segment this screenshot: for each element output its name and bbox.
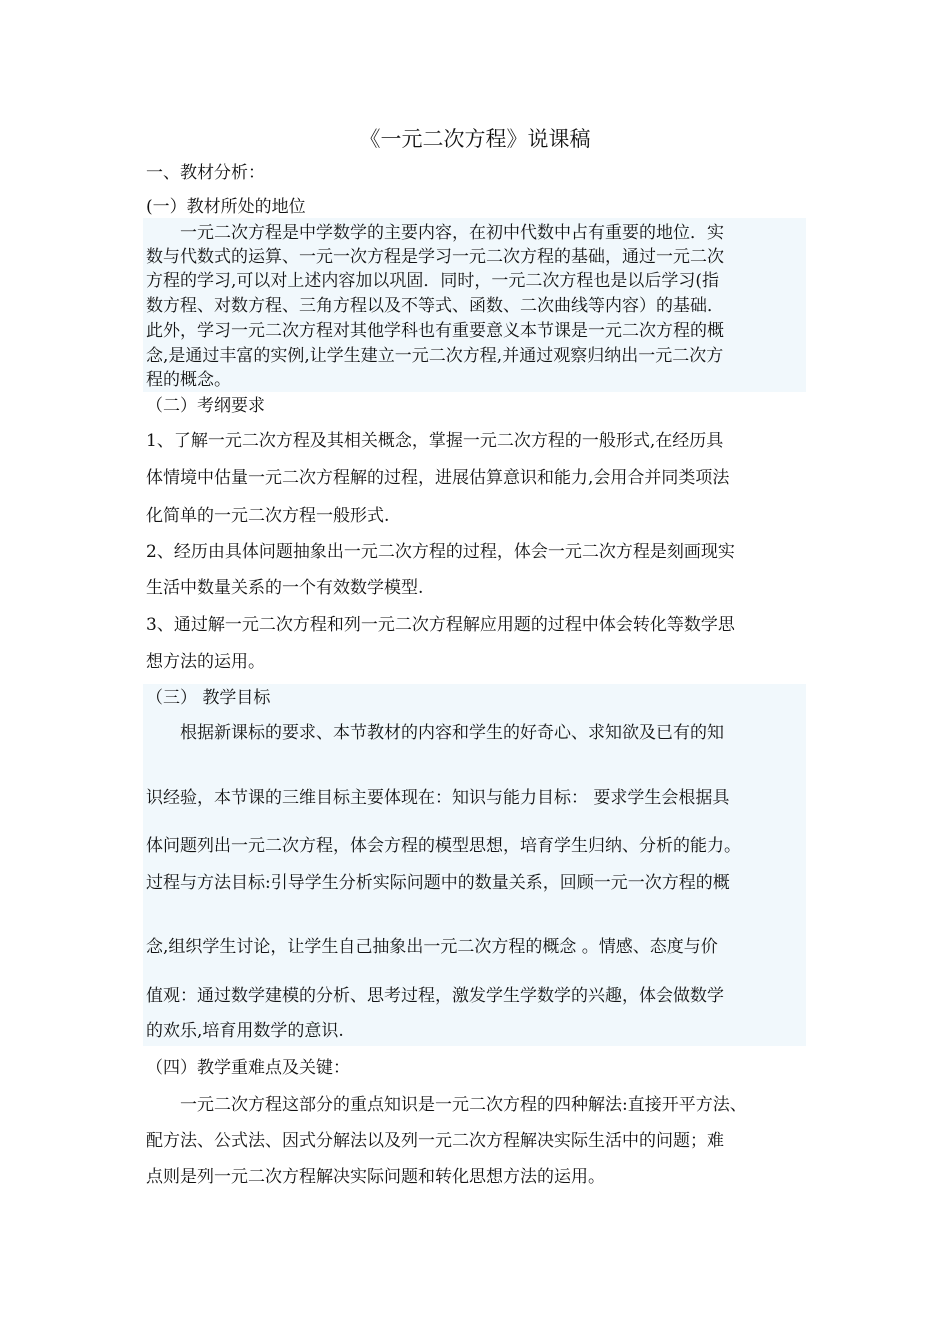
paragraph-line: 一元二次方程是中学数学的主要内容，在初中代数中占有重要的地位．实 bbox=[180, 223, 724, 243]
paragraph-line: 念,是通过丰富的实例,让学生建立一元二次方程,并通过观察归纳出一元二次方 bbox=[146, 346, 724, 366]
paragraph-line: 点则是列一元二次方程解决实际问题和转化思想方法的运用。 bbox=[146, 1167, 605, 1187]
paragraph-line: 过程与方法目标:引导学生分析实际问题中的数量关系，回顾一元一次方程的概 bbox=[146, 873, 730, 893]
subsection-heading: （二）考纲要求 bbox=[146, 396, 265, 416]
paragraph-line: 体情境中估量一元二次方程解的过程，进展估算意识和能力,会用合并同类项法 bbox=[146, 468, 730, 488]
paragraph-line: 配方法、公式法、因式分解法以及列一元二次方程解决实际生活中的问题；难 bbox=[146, 1131, 724, 1151]
paragraph-line: 根据新课标的要求、本节教材的内容和学生的好奇心、求知欲及已有的知 bbox=[180, 723, 724, 743]
subsection-heading: (一）教材所处的地位 bbox=[146, 197, 306, 217]
subsection-heading: （三） 教学目标 bbox=[146, 688, 271, 708]
paragraph-line: 体问题列出一元二次方程，体会方程的模型思想，培育学生归纳、分析的能力。 bbox=[146, 836, 741, 856]
paragraph-line: 值观：通过数学建模的分析、思考过程，激发学生学数学的兴趣，体会做数学 bbox=[146, 986, 724, 1006]
paragraph-line: 识经验，本节课的三维目标主要体现在：知识与能力目标： 要求学生会根据具 bbox=[146, 788, 730, 808]
paragraph-line: 想方法的运用。 bbox=[146, 652, 265, 672]
paragraph-line: 程的概念。 bbox=[146, 370, 231, 390]
section-heading: 一、教材分析： bbox=[146, 163, 265, 183]
paragraph-line: 念,组织学生讨论，让学生自己抽象出一元二次方程的概念 。情感、态度与价 bbox=[146, 937, 718, 957]
paragraph-line: 1、了解一元二次方程及其相关概念，掌握一元二次方程的一般形式,在经历具 bbox=[146, 431, 724, 451]
paragraph-line: 此外，学习一元二次方程对其他学科也有重要意义本节课是一元二次方程的概 bbox=[146, 321, 724, 341]
paragraph-line: 生活中数量关系的一个有效数学模型. bbox=[146, 578, 424, 598]
paragraph-line: 2、经历由具体问题抽象出一元二次方程的过程，体会一元二次方程是刻画现实 bbox=[146, 542, 735, 562]
paragraph-line: 一元二次方程这部分的重点知识是一元二次方程的四种解法:直接开平方法、 bbox=[180, 1095, 747, 1115]
page-title: 《一元二次方程》说课稿 bbox=[359, 127, 591, 151]
paragraph-line: 的欢乐,培育用数学的意识. bbox=[146, 1021, 344, 1041]
subsection-heading: （四）教学重难点及关键： bbox=[146, 1058, 350, 1078]
paragraph-line: 3、通过解一元二次方程和列一元二次方程解应用题的过程中体会转化等数学思 bbox=[146, 615, 735, 635]
paragraph-line: 数方程、对数方程、三角方程以及不等式、函数、二次曲线等内容）的基础． bbox=[146, 296, 724, 316]
paragraph-line: 化简单的一元二次方程一般形式. bbox=[146, 506, 390, 526]
paragraph-line: 数与代数式的运算、一元一次方程是学习一元二次方程的基础，通过一元二次 bbox=[146, 247, 724, 267]
paragraph-line: 方程的学习,可以对上述内容加以巩固．同时，一元二次方程也是以后学习(指 bbox=[146, 271, 720, 291]
